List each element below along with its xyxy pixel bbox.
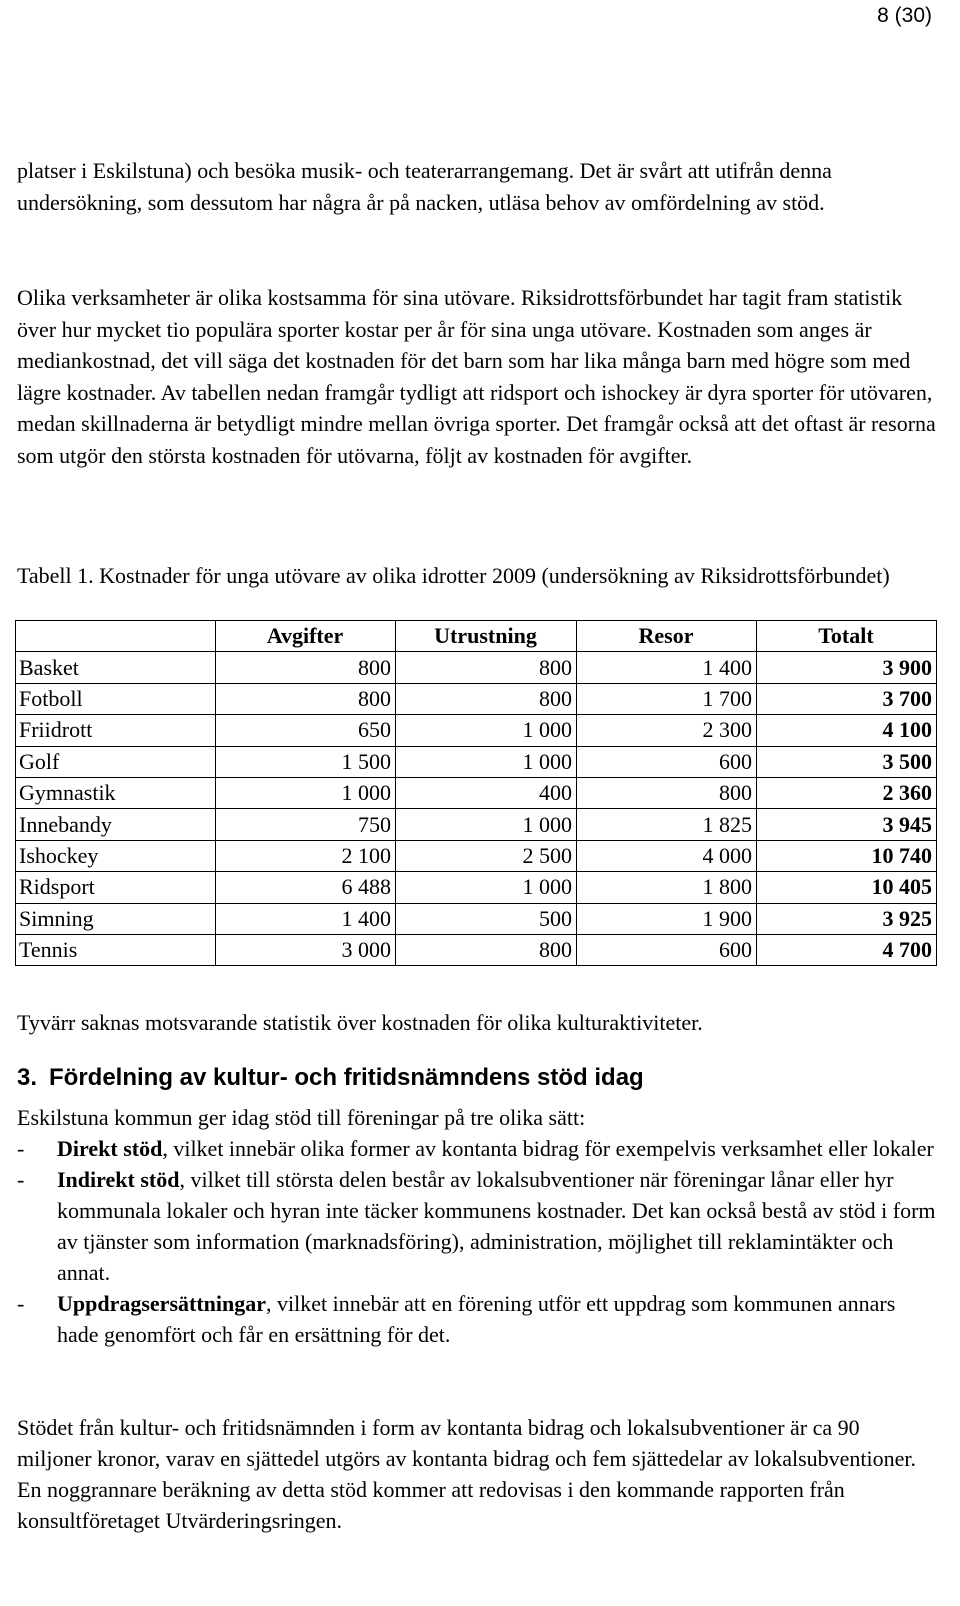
list-dash: - <box>17 1167 25 1192</box>
list-item <box>17 1164 937 1288</box>
cell-utrustning: 800 <box>396 652 577 683</box>
cell-totalt: 3 945 <box>757 809 937 840</box>
cell-avgifter: 800 <box>216 683 396 714</box>
support-description: , vilket innebär att en förening utför ett uppdrag som kommunen annars hade genomfört och får en ersättning för det. <box>57 1291 896 1347</box>
support-types-list <box>17 1133 937 1350</box>
table-row <box>16 840 937 871</box>
cell-resor: 1 400 <box>577 652 757 683</box>
cell-sport: Simning <box>16 903 216 934</box>
cell-sport: Innebandy <box>16 809 216 840</box>
cell-resor: 1 800 <box>577 872 757 903</box>
cell-utrustning: 1 000 <box>396 809 577 840</box>
list-dash: - <box>17 1291 25 1316</box>
support-description: , vilket till största delen består av lokalsubventioner när föreningar lånar eller hyr kommunala lokaler och hyran inte täcker kommunens kostnader. Det kan också bestå av stöd i form av tjänster som information (marknadsföring), administration, möjlighet till reklamintäkter och annat. <box>57 1167 936 1285</box>
cell-sport: Tennis <box>16 934 216 965</box>
cell-avgifter: 1 400 <box>216 903 396 934</box>
support-term: Direkt stöd <box>57 1136 163 1161</box>
cell-avgifter: 6 488 <box>216 872 396 903</box>
table-header-row <box>16 621 937 652</box>
cell-sport: Golf <box>16 746 216 777</box>
cell-resor: 600 <box>577 934 757 965</box>
cell-totalt: 3 925 <box>757 903 937 934</box>
cell-utrustning: 500 <box>396 903 577 934</box>
cell-totalt: 3 900 <box>757 652 937 683</box>
header-sport <box>16 621 216 652</box>
cell-avgifter: 3 000 <box>216 934 396 965</box>
cell-resor: 4 000 <box>577 840 757 871</box>
cell-avgifter: 750 <box>216 809 396 840</box>
cell-sport: Ishockey <box>16 840 216 871</box>
cell-utrustning: 800 <box>396 934 577 965</box>
section-title: Fördelning av kultur- och fritidsnämndens stöd idag <box>49 1064 644 1091</box>
list-item <box>17 1133 937 1164</box>
table-row <box>16 777 937 808</box>
cost-table-container <box>15 620 936 966</box>
cell-sport: Gymnastik <box>16 777 216 808</box>
support-term: Uppdragsersättningar <box>57 1291 267 1316</box>
table-caption: Tabell 1. Kostnader för unga utövare av olika idrotter 2009 (undersökning av Riksidrottsförbundet) <box>17 563 890 588</box>
cell-avgifter: 1 500 <box>216 746 396 777</box>
cell-resor: 1 900 <box>577 903 757 934</box>
page-number: 8 (30) <box>877 4 932 27</box>
cell-resor: 800 <box>577 777 757 808</box>
section-heading <box>17 1062 644 1094</box>
cell-utrustning: 800 <box>396 683 577 714</box>
table-row <box>16 715 937 746</box>
support-description: , vilket innebär olika former av kontanta bidrag för exempelvis verksamhet eller lokaler <box>162 1136 934 1161</box>
header-utrustning: Utrustning <box>396 621 577 652</box>
list-item <box>17 1288 937 1350</box>
cell-utrustning: 400 <box>396 777 577 808</box>
paragraph-three-ways: Eskilstuna kommun ger idag stöd till föreningar på tre olika sätt: <box>17 1105 586 1130</box>
cell-utrustning: 1 000 <box>396 746 577 777</box>
cell-avgifter: 1 000 <box>216 777 396 808</box>
table-row <box>16 903 937 934</box>
cell-totalt: 2 360 <box>757 777 937 808</box>
cell-resor: 1 825 <box>577 809 757 840</box>
section-number: 3. <box>17 1064 38 1091</box>
list-dash: - <box>17 1136 25 1161</box>
paragraph-costs: Olika verksamheter är olika kostsamma för sina utövare. Riksidrottsförbundet har tagit fram statistik över hur mycket tio populära sporter kostar per år för sina unga utövare. Kostnaden som anges är mediankostnad, det vill säga det kostnaden för det barn som har lika många barn med högre som med lägre kostnader. Av tabellen nedan framgår tydligt att ridsport och ishockey är dyra sporter för utövaren, medan skillnaderna är betydligt mindre mellan övriga sporter. Det framgår också att det oftast är resorna som utgör den största kostnaden för utövarna, följt av kostnaden för avgifter. <box>17 285 936 468</box>
cost-table <box>15 620 937 966</box>
cell-totalt: 10 740 <box>757 840 937 871</box>
table-row <box>16 652 937 683</box>
table-row <box>16 683 937 714</box>
table-row <box>16 746 937 777</box>
cell-utrustning: 1 000 <box>396 872 577 903</box>
cell-utrustning: 2 500 <box>396 840 577 871</box>
support-term: Indirekt stöd <box>57 1167 180 1192</box>
header-avgifter: Avgifter <box>216 621 396 652</box>
header-totalt: Totalt <box>757 621 937 652</box>
cell-sport: Basket <box>16 652 216 683</box>
cell-totalt: 3 500 <box>757 746 937 777</box>
cell-resor: 2 300 <box>577 715 757 746</box>
paragraph-intro: platser i Eskilstuna) och besöka musik- och teaterarrangemang. Det är svårt att utifrån denna undersökning, som dessutom har några år på nacken, utläsa behov av omfördelning av stöd. <box>17 158 832 215</box>
header-resor: Resor <box>577 621 757 652</box>
cell-utrustning: 1 000 <box>396 715 577 746</box>
cell-totalt: 4 700 <box>757 934 937 965</box>
table-row <box>16 872 937 903</box>
cell-resor: 600 <box>577 746 757 777</box>
cell-totalt: 3 700 <box>757 683 937 714</box>
cell-avgifter: 800 <box>216 652 396 683</box>
paragraph-no-culture-stats: Tyvärr saknas motsvarande statistik över kostnaden för olika kulturaktiviteter. <box>17 1010 703 1035</box>
table-row <box>16 809 937 840</box>
cell-sport: Ridsport <box>16 872 216 903</box>
cell-sport: Fotboll <box>16 683 216 714</box>
paragraph-summary: Stödet från kultur- och fritidsnämnden i form av kontanta bidrag och lokalsubventioner är ca 90 miljoner kronor, varav en sjättedel utgörs av kontanta bidrag och fem sjättedelar av lokalsubventioner. En noggrannare beräkning av detta stöd kommer att redovisas i den kommande rapporten från konsultföretaget Utvärderingsringen. <box>17 1415 917 1533</box>
table-row <box>16 934 937 965</box>
cell-totalt: 4 100 <box>757 715 937 746</box>
cell-totalt: 10 405 <box>757 872 937 903</box>
cell-avgifter: 650 <box>216 715 396 746</box>
cell-avgifter: 2 100 <box>216 840 396 871</box>
cell-sport: Friidrott <box>16 715 216 746</box>
cell-resor: 1 700 <box>577 683 757 714</box>
